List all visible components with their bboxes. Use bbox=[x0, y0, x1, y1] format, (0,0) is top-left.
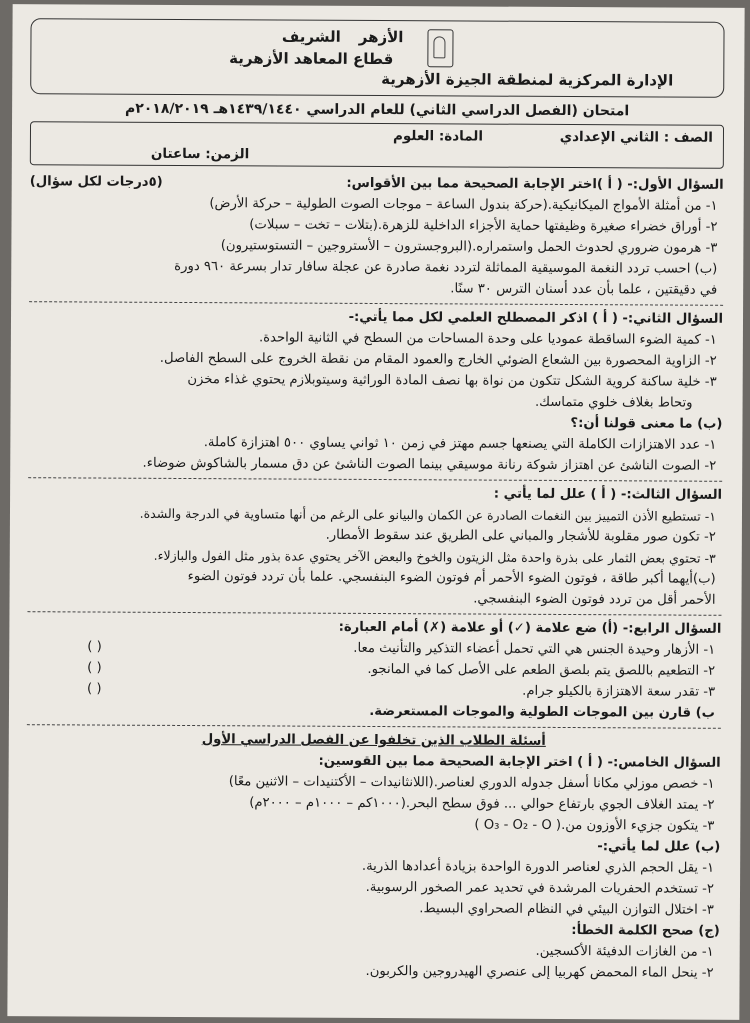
exam-info-box bbox=[30, 121, 724, 169]
question-3-title: السؤال الثالث:- ( أ ) علل لما يأتي : bbox=[493, 486, 723, 503]
question-item: ٢- أوراق خضراء صغيرة وظيفتها حماية الأجزاء الداخلية للزهرة.(بتلات – تخت – سبلات) bbox=[249, 217, 718, 235]
question-item: ٣- يتكون جزيء الأوزون من.( O₃ - O₂ - O ) bbox=[474, 817, 715, 834]
question-item: ٢- تكون صور مقلوبة للأشجار والمباني على الطريق عند سقوط الأمطار. bbox=[325, 527, 716, 545]
question-2 bbox=[28, 302, 723, 482]
question-2-b-title: (ب) ما معنى قولنا أن:؟ bbox=[570, 416, 723, 432]
question-item: ٣- خلية ساكنة كروية الشكل تتكون من نواة بها نصف المادة الوراثية وسيتوبلازم يحتوي غذاء مخزن bbox=[187, 372, 717, 390]
question-3-b-cont: الأحمر أقل من تردد فوتون الضوء البنفسجي. bbox=[473, 591, 716, 608]
exam-title: امتحان (الفصل الدراسي الثاني) للعام الدراسي ١٤٣٩/١٤٤٠هـ ٢٠١٨/٢٠١٩م bbox=[124, 100, 630, 120]
question-1 bbox=[29, 168, 724, 306]
time-label: الزمن: ساعتان bbox=[150, 145, 250, 163]
question-4-title: السؤال الرابع:- (أ) ضع علامة (✓) أو علامة (✗) أمام العبارة: bbox=[338, 619, 722, 637]
question-item: ١- خصص موزلي مكانا أسفل جدوله الدوري لعناصر.(اللانثانيدات – الأكتنيدات – الاثنين معًا) bbox=[228, 774, 715, 792]
question-1-title: السؤال الأول:- ( أ )اختر الإجابة الصحيحة مما بين الأقواس: bbox=[346, 175, 724, 193]
question-item: ٣- هرمون ضروري لحدوث الحمل واستمراره.(البروجسترون – الأستروجين – التستوستيرون) bbox=[220, 238, 718, 256]
question-item: ١- عدد الاهتزازات الكاملة التي يصنعها جسم مهتز في زمن ١٠ ثواني يساوي ٥٠٠ اهتزازة كاملة. bbox=[203, 435, 717, 453]
true-false-item: ١- الأزهار وحيدة الجنس هي التي تحمل أعضاء التذكير والتأنيث معا. ( ) bbox=[27, 636, 721, 661]
question-item-cont: وتحاط بغلاف خلوي متماسك. bbox=[534, 394, 693, 411]
grade-label: الصف : الثاني الإعدادي bbox=[559, 128, 714, 146]
question-2-title: السؤال الثاني:- ( أ ) اذكر المصطلح العلمي لكل مما يأتي:- bbox=[348, 309, 724, 327]
answer-paren[interactable]: ( ) bbox=[87, 681, 102, 697]
exam-header bbox=[30, 18, 724, 98]
question-item: ٢- يمتد الغلاف الجوي بارتفاع حوالي ... فوق سطح البحر.(١٠٠٠كم – ١٠٠٠م – ٢٠٠٠م) bbox=[249, 795, 715, 813]
true-false-item: ٣- تقدر سعة الاهتزازة بالكيلو جرام. ( ) bbox=[27, 678, 721, 703]
question-5-b-title: (ب) علل لما يأتي:- bbox=[597, 839, 721, 855]
question-1-b: (ب) احسب تردد النغمة الموسيقية المماثلة لتردد نغمة صادرة عن عجلة سافار تدار بسرعة ٩٦٠ دورة bbox=[174, 258, 718, 277]
subject-label: المادة: العلوم bbox=[392, 128, 484, 145]
question-item: ١- من الغازات الدفيئة الأكسجين. bbox=[535, 943, 714, 960]
question-item: ٣- تحتوي بعض الثمار على بذرة واحدة مثل الزيتون والخوخ والبعض الآخر يحتوي عدة بذور مثل الفول والبازلاء. bbox=[153, 547, 716, 566]
institution-name: الأزهرالشريف bbox=[281, 27, 404, 47]
true-false-item: ٢- التطعيم باللصق يتم بلصق الطعم على الأصل كما في المانجو. ( ) bbox=[27, 657, 721, 682]
question-5-title: السؤال الخامس:- ( أ ) اختر الإجابة الصحيحة مما بين القوسين: bbox=[318, 753, 721, 771]
question-5-c-title: (ج) صحح الكلمة الخطأ: bbox=[571, 923, 720, 939]
marks-note: (٥درجات لكل سؤال) bbox=[29, 174, 163, 190]
question-item: ٢- ينحل الماء المحمض كهربيا إلى عنصري الهيدروجين والكربون. bbox=[365, 963, 714, 981]
question-item: ٢- تستخدم الحفريات المرشدة في تحديد عمر الصخور الرسوبية. bbox=[365, 879, 715, 897]
exam-paper bbox=[7, 4, 744, 1020]
question-3-b: (ب)أيهما أكبر طاقة ، فوتون الضوء الأحمر أم فوتون الضوء البنفسجي. علما بأن تردد فوتون الضوء bbox=[187, 569, 716, 587]
answer-paren[interactable]: ( ) bbox=[87, 660, 102, 676]
question-item: ٢- الزاوية المحصورة بين الشعاع الضوئي الخارج والعمود المقام من نقطة الخروج على السطح الفاصل. bbox=[159, 350, 717, 369]
question-5 bbox=[26, 725, 721, 988]
sector-name: قطاع المعاهد الأزهرية bbox=[229, 49, 394, 69]
question-3 bbox=[27, 478, 722, 616]
question-item: ٢- الصوت الناشئ عن اهتزاز شوكة رنانة موسيقي بينما الصوت الناشئ عن دق مسمار بالشاكوش ضوضاء. bbox=[142, 455, 717, 474]
question-item: ٣- اختلال التوازن البيئي في النظام الصحراوي البسيط. bbox=[419, 901, 714, 918]
question-4 bbox=[27, 612, 722, 729]
administration-name: الإدارة المركزية لمنطقة الجيزة الأزهرية bbox=[381, 70, 674, 90]
question-4-b: ب) قارن بين الموجات الطولية والموجات المستعرضة. bbox=[369, 703, 715, 721]
make-up-heading: أسئلة الطلاب الذين تخلفوا عن الفصل الدراسي الأول bbox=[201, 732, 546, 749]
azhar-emblem-icon bbox=[427, 29, 453, 67]
question-item: ١- يقل الحجم الذري لعناصر الدورة الواحدة بزيادة أعدادها الذرية. bbox=[361, 858, 715, 876]
answer-paren[interactable]: ( ) bbox=[87, 639, 102, 655]
question-item: ١- من أمثلة الأمواج الميكانيكية.(حركة بندول الساعة – موجات الصوت الطولية – حركة الأرض) bbox=[209, 196, 718, 214]
question-item: ١- كمية الضوء الساقطة عموديا على وحدة المساحات من السطح في الثانية الواحدة. bbox=[258, 330, 717, 348]
question-item: ١- تستطيع الأذن التمييز بين النغمات الصادرة عن الكمان والبيانو على الرغم من أنها متساوية في الدرجة والشدة. bbox=[139, 505, 717, 524]
question-1-b-cont: في دقيقتين ، علما بأن عدد أسنان الترس ٣٠ سنًا. bbox=[450, 281, 718, 298]
